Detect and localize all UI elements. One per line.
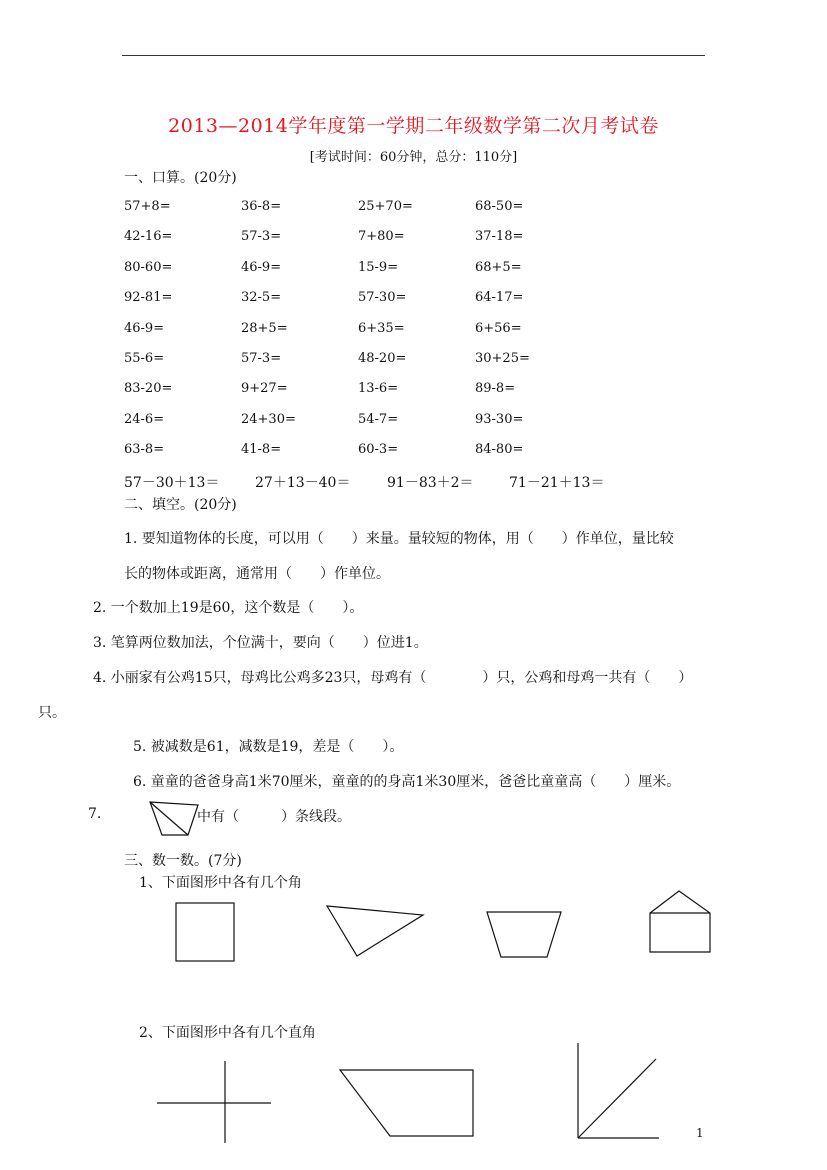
square-figure [175, 902, 235, 962]
calc-item: 55-6= [124, 351, 165, 366]
calc-item: 57-3= [241, 351, 282, 366]
house-pentagon-figure [649, 890, 711, 953]
calc-item: 15-9= [358, 259, 399, 275]
calc-item: 92-81= [124, 290, 173, 306]
header-rule [122, 55, 705, 56]
calc-item: 57-3= [241, 229, 282, 245]
question-4-line1: 4. 小丽家有公鸡15只，母鸡比公鸡多23只，母鸡有（ ）只，公鸡和母鸡一共有（ ） [93, 670, 693, 686]
question-2: 2. 一个数加上19是60，这个数是（ ）。 [93, 600, 364, 616]
calc-item: 6+56= [475, 320, 522, 336]
mixed-calc-4: 71－21＋13＝ [509, 475, 605, 491]
section3-heading: 三、数一数。(7分) [124, 853, 242, 869]
section2-heading: 二、填空。(20分) [124, 497, 237, 513]
calc-item: 83-20= [124, 381, 173, 397]
exam-title: 2013—2014学年度第一学期二年级数学第二次月考试卷 [168, 115, 659, 137]
mixed-calc-3: 91－83＋2＝ [387, 475, 474, 491]
section1-heading: 一、口算。(20分) [124, 170, 237, 186]
calc-item: 54-7= [358, 411, 399, 427]
calc-item: 32-5= [241, 290, 282, 306]
calc-item: 84-80= [475, 442, 524, 458]
question-7-text: 中有（ ）条线段。 [197, 809, 351, 825]
mixed-calc-1: 57－30＋13＝ [124, 475, 220, 491]
calc-item: 28+5= [241, 320, 288, 336]
calc-item: 13-6= [358, 381, 399, 397]
triangle-figure [326, 905, 424, 957]
question-4-line2: 只。 [38, 705, 66, 721]
calc-item: 42-16= [124, 229, 173, 245]
calc-item: 60-3= [358, 442, 399, 458]
calc-item: 89-8= [475, 381, 516, 397]
question-3: 3. 笔算两位数加法，个位满十，要向（ ）位进1。 [93, 635, 428, 651]
angle-lines-figure [576, 1042, 660, 1140]
question-1-line2: 长的物体或距离，通常用（ ）作单位。 [124, 566, 390, 582]
calc-item: 63-8= [124, 442, 165, 458]
calc-item: 57+8= [124, 199, 171, 214]
calc-item: 93-30= [475, 411, 524, 427]
calc-item: 68+5= [475, 259, 522, 275]
calc-item: 80-60= [124, 259, 173, 275]
calc-item: 41-8= [241, 442, 282, 458]
trapezoid-with-diagonal-figure [149, 801, 199, 837]
section3-sub2: 2、下面图形中各有几个直角 [139, 1025, 316, 1041]
calc-item: 57-30= [358, 290, 407, 306]
exam-subtitle: [考试时间：60分钟，总分：110分] [309, 150, 518, 165]
calc-item: 68-50= [475, 199, 524, 214]
calc-item: 30+25= [475, 351, 530, 366]
mixed-calc-2: 27＋13－40＝ [255, 475, 351, 491]
question-6: 6. 童童的爸爸身高1米70厘米，童童的的身高1米30厘米，爸爸比童童高（ ）厘米。 [133, 774, 681, 790]
section3-sub1: 1、下面图形中各有几个角 [139, 875, 302, 891]
calc-item: 48-20= [358, 351, 407, 366]
calc-item: 37-18= [475, 229, 524, 245]
calc-item: 46-9= [124, 320, 165, 336]
question-5: 5. 被减数是61，减数是19，差是（ ）。 [133, 739, 404, 755]
question-7-number: 7. [88, 806, 102, 822]
page-number: 1 [696, 1126, 704, 1140]
calc-item: 46-9= [241, 259, 282, 275]
calc-item: 24+30= [241, 411, 296, 427]
calc-item: 9+27= [241, 381, 288, 397]
calc-item: 36-8= [241, 199, 282, 214]
trapezoid-figure [486, 911, 562, 958]
calc-item: 24-6= [124, 411, 165, 427]
question-1-line1: 1. 要知道物体的长度，可以用（ ）来量。量较短的物体，用（ ）作单位，量比较 [124, 531, 674, 547]
calc-item: 64-17= [475, 290, 524, 306]
cross-lines-figure [156, 1060, 272, 1144]
calc-item: 25+70= [358, 199, 413, 214]
right-trapezoid-figure [339, 1069, 475, 1138]
calc-item: 7+80= [358, 229, 405, 245]
calc-item: 6+35= [358, 320, 405, 336]
